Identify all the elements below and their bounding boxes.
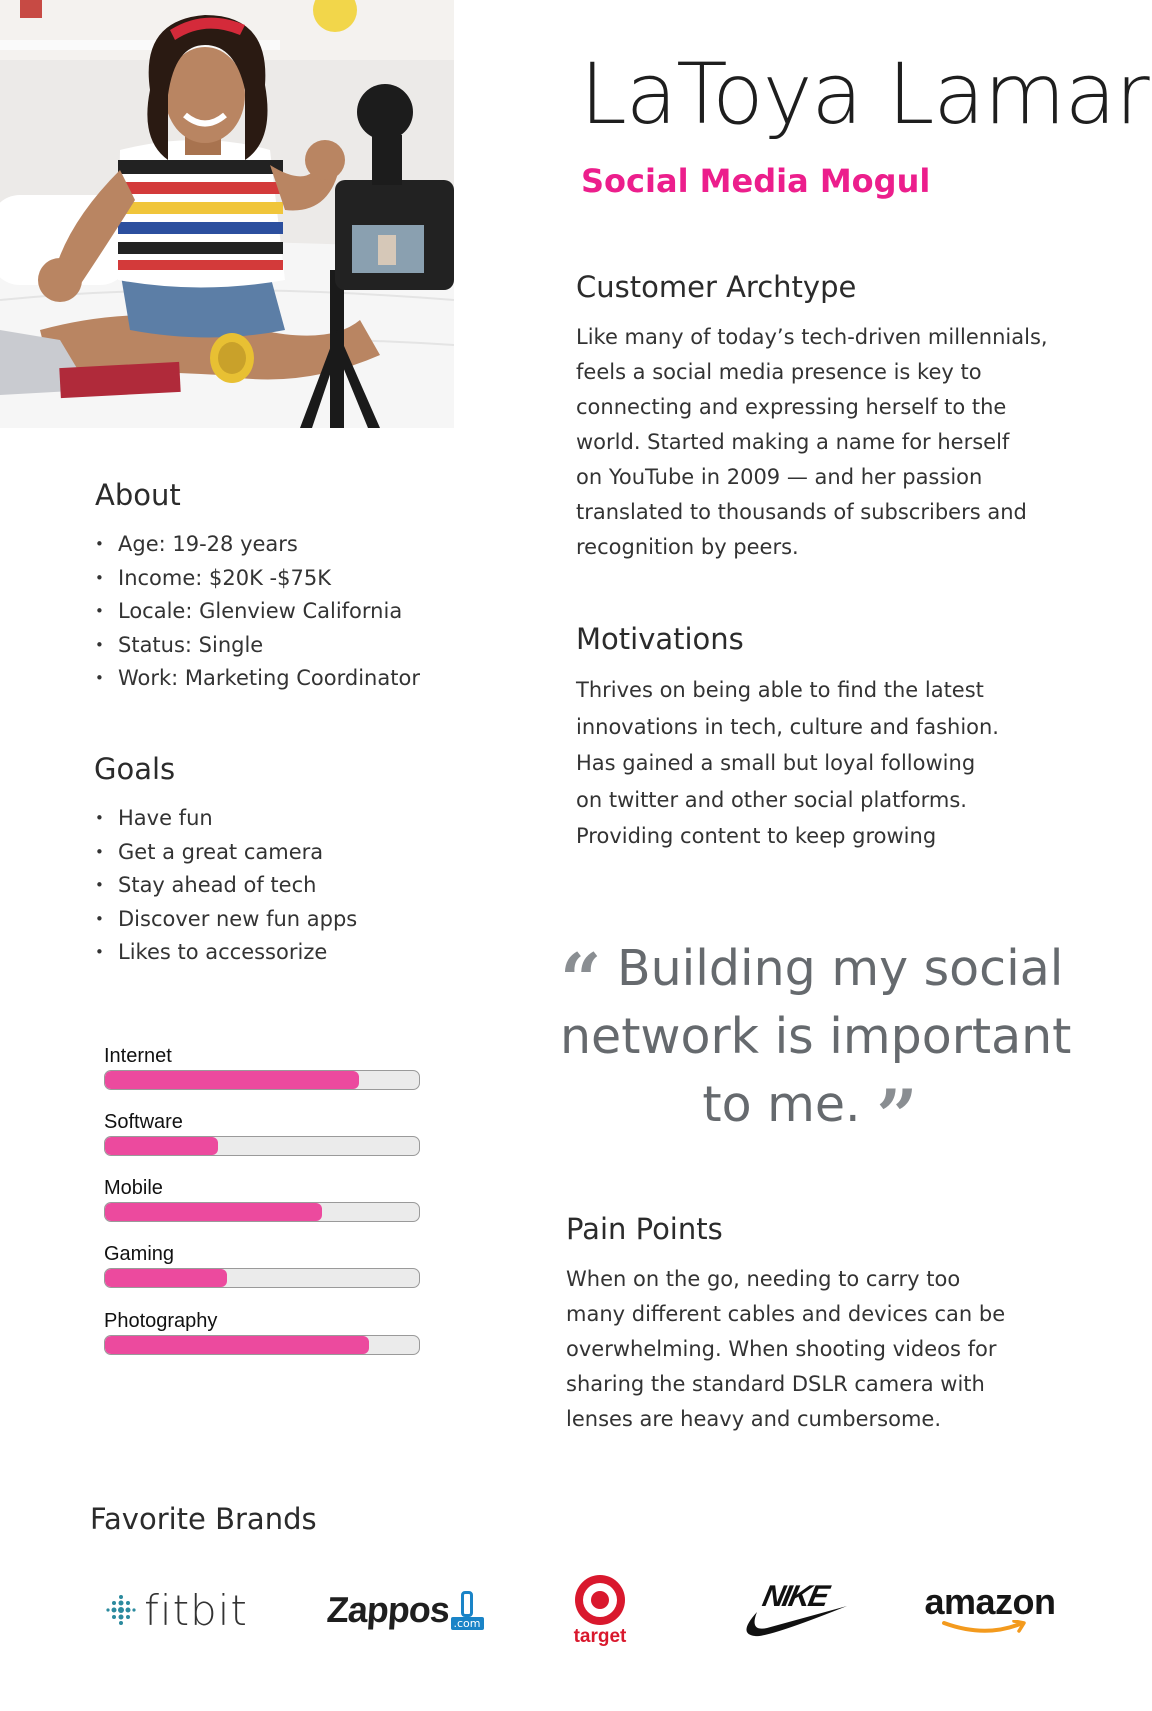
target-bullseye-icon xyxy=(574,1574,626,1626)
pain-points-line: When on the go, needing to carry too xyxy=(566,1267,961,1291)
skill-bar xyxy=(104,1136,420,1156)
pain-points-line: lenses are heavy and cumbersome. xyxy=(566,1407,942,1431)
motivations-line: Has gained a small but loyal following xyxy=(576,751,976,775)
skill-label: Photography xyxy=(104,1310,218,1332)
nike-swoosh-icon xyxy=(743,1600,847,1640)
target-wordmark: target xyxy=(573,1626,627,1647)
archetype-line: Like many of today’s tech-driven millennials, xyxy=(576,325,1048,349)
persona-name: LaToya Lamar xyxy=(580,45,1149,143)
about-item: • Income: $20K -$75K xyxy=(95,562,420,596)
skill-bar-fill xyxy=(105,1336,369,1354)
amazon-wordmark: amazon xyxy=(924,1581,1056,1622)
zappos-logo xyxy=(325,1570,481,1650)
archetype-line: world. Started making a name for herself xyxy=(576,430,1010,454)
persona-photo xyxy=(0,0,454,428)
archetype-heading: Customer Archtype xyxy=(576,270,857,304)
zappos-wordmark: Zappos xyxy=(325,1589,450,1630)
archetype-line: feels a social media presence is key to xyxy=(576,360,982,384)
skill-label: Software xyxy=(104,1111,183,1133)
fitbit-logo xyxy=(96,1570,256,1650)
goal-item: • Likes to accessorize xyxy=(95,936,357,970)
pain-points-line: overwhelming. When shooting videos for xyxy=(566,1337,997,1361)
about-list xyxy=(95,528,420,696)
skill-bar xyxy=(104,1070,420,1090)
skill-gaming xyxy=(104,1242,420,1288)
skill-label: Mobile xyxy=(104,1177,163,1199)
pain-points-line: sharing the standard DSLR camera with xyxy=(566,1372,985,1396)
archetype-text xyxy=(576,320,1056,565)
goals-heading: Goals xyxy=(94,752,176,786)
pain-points-text xyxy=(566,1262,1046,1437)
archetype-line: translated to thousands of subscribers and xyxy=(576,500,1027,524)
about-item: • Work: Marketing Coordinator xyxy=(95,662,420,696)
pain-points-heading: Pain Points xyxy=(566,1212,723,1246)
archetype-line: connecting and expressing herself to the xyxy=(576,395,1007,419)
quote-line-2: network is important xyxy=(560,1008,1072,1065)
close-quote-icon: ” xyxy=(876,1073,918,1158)
motivations-line: on twitter and other social platforms. xyxy=(576,787,967,812)
skill-internet xyxy=(104,1044,420,1090)
skill-label: Gaming xyxy=(104,1243,175,1265)
skill-bar-fill xyxy=(105,1269,227,1287)
goal-item: • Get a great camera xyxy=(95,836,357,870)
skill-photography xyxy=(104,1309,420,1355)
fitbit-wordmark: fitbit xyxy=(144,1585,248,1635)
target-logo xyxy=(560,1570,640,1650)
archetype-line: on YouTube in 2009 — and her passion xyxy=(576,465,983,489)
quote-line-1: “ Building my social xyxy=(560,937,1064,1022)
open-quote-icon: “ xyxy=(560,937,602,1022)
nike-logo xyxy=(740,1570,850,1650)
about-item: • Age: 19-28 years xyxy=(95,528,420,562)
skill-bar xyxy=(104,1268,420,1288)
goals-list xyxy=(95,802,357,970)
persona-photo-illustration xyxy=(0,0,454,428)
skill-bar xyxy=(104,1335,420,1355)
about-item: • Status: Single xyxy=(95,629,420,663)
skill-bar-fill xyxy=(105,1203,322,1221)
fitbit-dots-icon xyxy=(104,1593,138,1627)
skill-bar-fill xyxy=(105,1137,218,1155)
motivations-line: Thrives on being able to find the latest xyxy=(576,678,984,702)
quote-line-3: to me. ” xyxy=(702,1073,918,1158)
goal-item: • Stay ahead of tech xyxy=(95,869,357,903)
amazon-logo xyxy=(920,1570,1060,1650)
skill-bar-fill xyxy=(105,1071,359,1089)
amazon-smile-icon xyxy=(940,1620,1030,1636)
motivations-line: innovations in tech, culture and fashion. xyxy=(576,714,999,739)
pain-points-line: many different cables and devices can be xyxy=(566,1302,1006,1326)
zappos-com: .com xyxy=(451,1617,484,1630)
goal-item: • Discover new fun apps xyxy=(95,903,357,937)
goal-item: • Have fun xyxy=(95,802,357,836)
zappos-mark-icon xyxy=(461,1591,473,1617)
persona-quote xyxy=(560,935,1072,1158)
persona-role: Social Media Mogul xyxy=(581,162,931,200)
about-item: • Locale: Glenview California xyxy=(95,595,420,629)
skill-bar xyxy=(104,1202,420,1222)
archetype-line: recognition by peers. xyxy=(576,535,799,559)
motivations-line: Providing content to keep growing xyxy=(576,824,937,848)
skill-mobile xyxy=(104,1176,420,1222)
skill-software xyxy=(104,1110,420,1156)
nike-wordmark: NIKE xyxy=(759,1580,831,1613)
skill-label: Internet xyxy=(104,1045,172,1067)
favorite-brands-heading: Favorite Brands xyxy=(90,1502,317,1536)
motivations-text xyxy=(576,672,1056,855)
motivations-heading: Motivations xyxy=(576,622,744,656)
about-heading: About xyxy=(95,478,181,512)
